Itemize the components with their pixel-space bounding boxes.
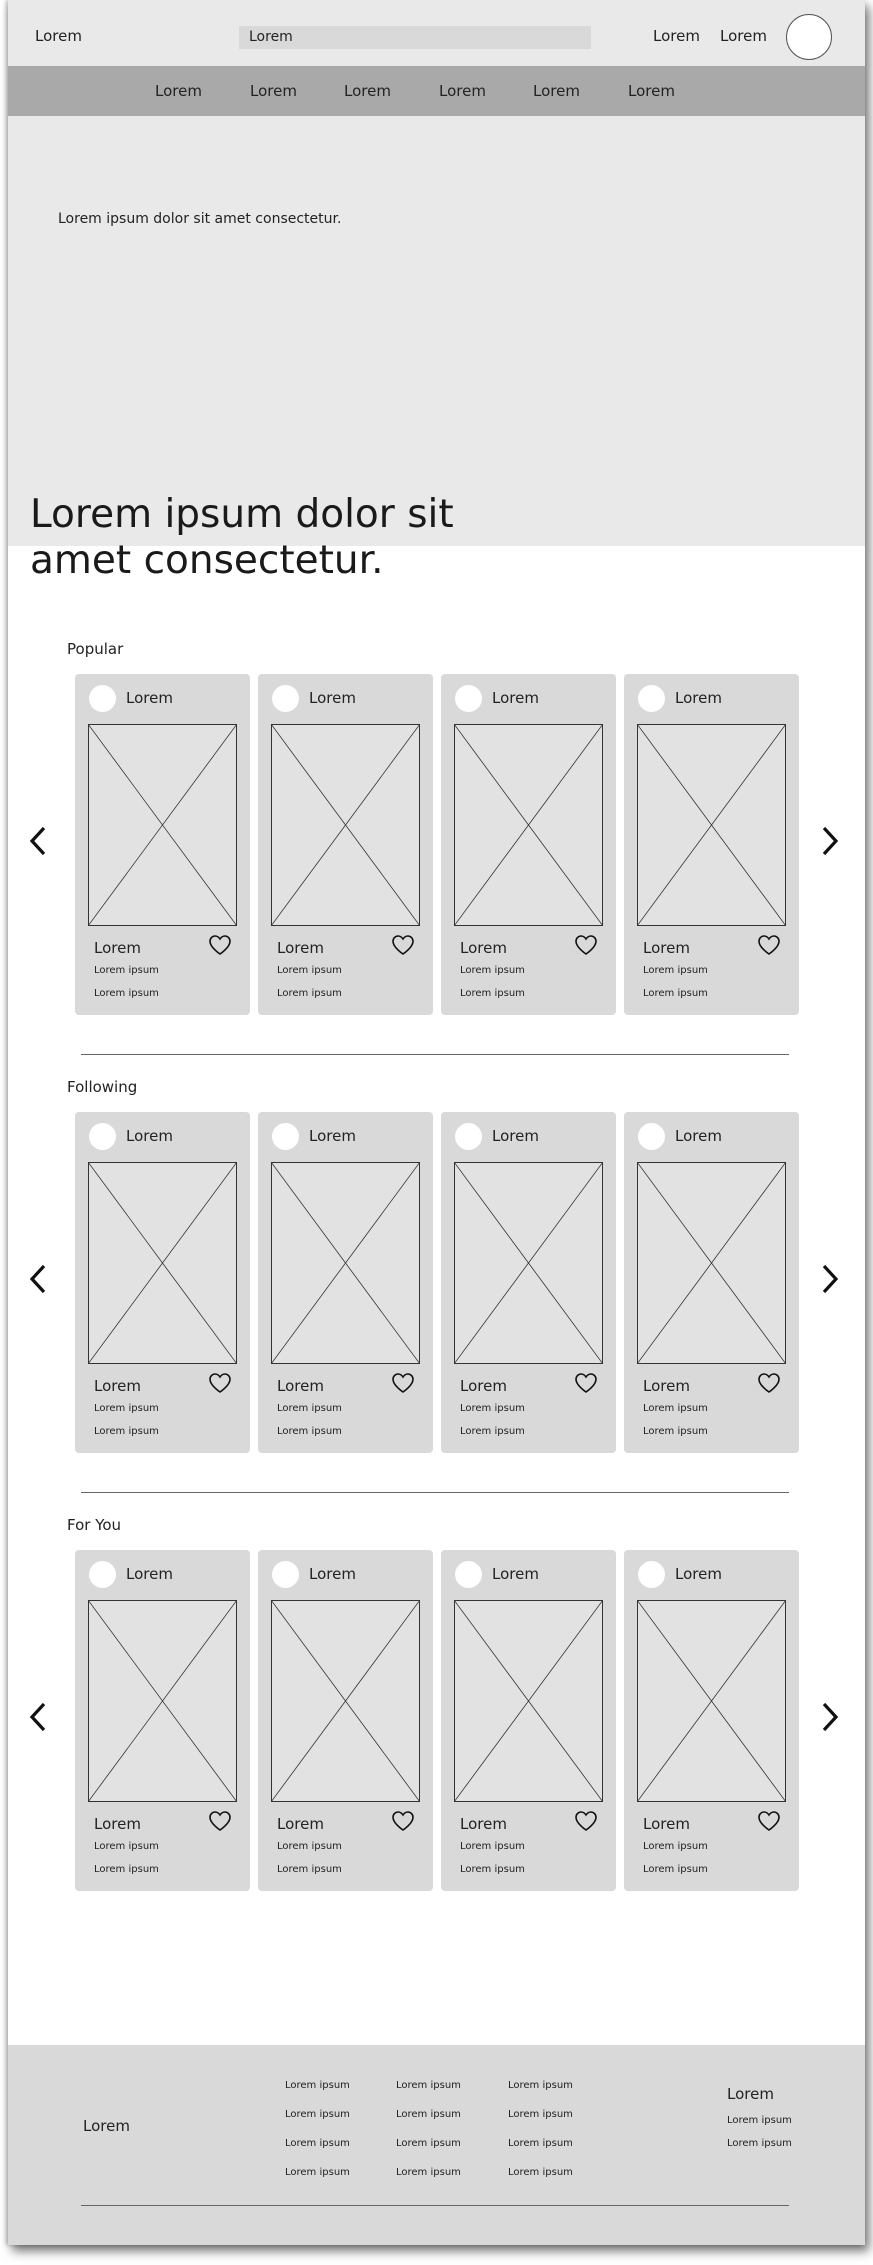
chevron-right-icon[interactable]	[820, 1700, 840, 1740]
user-avatar[interactable]	[786, 14, 832, 60]
card-avatar[interactable]	[272, 1123, 299, 1150]
hero-banner	[8, 116, 865, 546]
heart-icon[interactable]	[757, 1810, 781, 1832]
footer-link[interactable]: Lorem ipsum	[396, 2138, 461, 2149]
footer-link[interactable]: Lorem ipsum	[508, 2080, 573, 2091]
post-card[interactable]	[441, 674, 616, 1015]
card-meta-1: Lorem ipsum	[643, 965, 708, 976]
header-link-2[interactable]: Lorem	[720, 27, 767, 45]
card-meta-2: Lorem ipsum	[277, 988, 342, 999]
card-avatar[interactable]	[455, 1561, 482, 1588]
footer-link[interactable]: Lorem ipsum	[285, 2080, 350, 2091]
card-meta-2: Lorem ipsum	[277, 1426, 342, 1437]
card-username[interactable]: Lorem	[309, 1565, 356, 1583]
search-input[interactable]: Lorem	[239, 26, 591, 49]
heart-icon[interactable]	[391, 934, 415, 956]
post-card[interactable]	[75, 674, 250, 1015]
card-username[interactable]: Lorem	[492, 689, 539, 707]
card-meta-2: Lorem ipsum	[643, 1426, 708, 1437]
post-card[interactable]	[624, 1112, 799, 1453]
card-meta-1: Lorem ipsum	[277, 965, 342, 976]
footer-link[interactable]: Lorem ipsum	[508, 2109, 573, 2120]
card-meta-2: Lorem ipsum	[94, 1426, 159, 1437]
card-title: Lorem	[643, 1377, 690, 1395]
image-placeholder-icon[interactable]	[88, 724, 237, 926]
card-username[interactable]: Lorem	[126, 1127, 173, 1145]
card-username[interactable]: Lorem	[675, 1127, 722, 1145]
card-avatar[interactable]	[455, 685, 482, 712]
image-placeholder-icon[interactable]	[637, 724, 786, 926]
card-meta-2: Lorem ipsum	[460, 1864, 525, 1875]
hero-subtitle: Lorem ipsum dolor sit amet consectetur.	[58, 211, 342, 227]
footer-link[interactable]: Lorem ipsum	[508, 2138, 573, 2149]
nav-item-1[interactable]: Lorem	[155, 82, 202, 100]
card-title: Lorem	[94, 939, 141, 957]
post-card[interactable]	[258, 1550, 433, 1891]
card-username[interactable]: Lorem	[309, 689, 356, 707]
card-meta-2: Lorem ipsum	[94, 1864, 159, 1875]
footer-link[interactable]: Lorem ipsum	[285, 2109, 350, 2120]
card-meta-1: Lorem ipsum	[460, 1841, 525, 1852]
card-username[interactable]: Lorem	[675, 1565, 722, 1583]
footer-brand[interactable]: Lorem	[83, 2117, 130, 2135]
post-card[interactable]	[75, 1112, 250, 1453]
card-meta-1: Lorem ipsum	[460, 965, 525, 976]
nav-item-2[interactable]: Lorem	[250, 82, 297, 100]
card-avatar[interactable]	[89, 1561, 116, 1588]
card-avatar[interactable]	[272, 1561, 299, 1588]
heart-icon[interactable]	[757, 934, 781, 956]
card-username[interactable]: Lorem	[675, 689, 722, 707]
footer-link[interactable]: Lorem ipsum	[396, 2167, 461, 2178]
card-meta-1: Lorem ipsum	[643, 1841, 708, 1852]
card-avatar[interactable]	[89, 685, 116, 712]
heart-icon[interactable]	[208, 1372, 232, 1394]
nav-item-4[interactable]: Lorem	[439, 82, 486, 100]
card-meta-1: Lorem ipsum	[277, 1841, 342, 1852]
image-placeholder-icon[interactable]	[637, 1162, 786, 1364]
image-placeholder-icon[interactable]	[271, 1600, 420, 1802]
post-card[interactable]	[624, 674, 799, 1015]
card-username[interactable]: Lorem	[126, 1565, 173, 1583]
card-title: Lorem	[277, 1377, 324, 1395]
nav-item-6[interactable]: Lorem	[628, 82, 675, 100]
card-title: Lorem	[643, 1815, 690, 1833]
heart-icon[interactable]	[391, 1810, 415, 1832]
card-meta-2: Lorem ipsum	[643, 988, 708, 999]
top-bar	[8, 0, 865, 66]
footer-link[interactable]: Lorem ipsum	[285, 2138, 350, 2149]
card-avatar[interactable]	[89, 1123, 116, 1150]
card-title: Lorem	[94, 1815, 141, 1833]
section-title: Following	[67, 1078, 138, 1096]
post-card[interactable]	[624, 1550, 799, 1891]
card-meta-1: Lorem ipsum	[94, 965, 159, 976]
image-placeholder-icon[interactable]	[88, 1600, 237, 1802]
card-meta-1: Lorem ipsum	[643, 1403, 708, 1414]
image-placeholder-icon[interactable]	[454, 1162, 603, 1364]
section-title: For You	[67, 1516, 122, 1534]
section-title: Popular	[67, 640, 124, 658]
footer-right-link-2[interactable]: Lorem ipsum	[727, 2138, 792, 2149]
image-placeholder-icon[interactable]	[637, 1600, 786, 1802]
page-frame	[8, 0, 865, 2245]
heart-icon[interactable]	[574, 1372, 598, 1394]
heart-icon[interactable]	[208, 934, 232, 956]
section-divider	[81, 1492, 789, 1493]
chevron-left-icon[interactable]	[28, 1262, 48, 1302]
card-avatar[interactable]	[455, 1123, 482, 1150]
card-meta-2: Lorem ipsum	[460, 1426, 525, 1437]
footer-link[interactable]: Lorem ipsum	[396, 2080, 461, 2091]
section-divider	[81, 1054, 789, 1055]
nav-item-3[interactable]: Lorem	[344, 82, 391, 100]
footer-right-link-1[interactable]: Lorem ipsum	[727, 2115, 792, 2126]
card-meta-1: Lorem ipsum	[277, 1403, 342, 1414]
hero-title: Lorem ipsum dolor sit amet consectetur.	[30, 492, 454, 583]
post-card[interactable]	[441, 1550, 616, 1891]
image-placeholder-icon[interactable]	[88, 1162, 237, 1364]
card-title: Lorem	[643, 939, 690, 957]
card-username[interactable]: Lorem	[309, 1127, 356, 1145]
card-title: Lorem	[460, 1815, 507, 1833]
heart-icon[interactable]	[757, 1372, 781, 1394]
card-title: Lorem	[277, 1815, 324, 1833]
card-avatar[interactable]	[638, 1123, 665, 1150]
card-meta-1: Lorem ipsum	[94, 1841, 159, 1852]
heart-icon[interactable]	[208, 1810, 232, 1832]
card-username[interactable]: Lorem	[492, 1565, 539, 1583]
card-meta-2: Lorem ipsum	[460, 988, 525, 999]
header-link-1[interactable]: Lorem	[653, 27, 700, 45]
card-avatar[interactable]	[638, 1561, 665, 1588]
heart-icon[interactable]	[391, 1372, 415, 1394]
image-placeholder-icon[interactable]	[271, 1162, 420, 1364]
post-card[interactable]	[441, 1112, 616, 1453]
heart-icon[interactable]	[574, 1810, 598, 1832]
card-avatar[interactable]	[272, 685, 299, 712]
nav-item-5[interactable]: Lorem	[533, 82, 580, 100]
card-username[interactable]: Lorem	[492, 1127, 539, 1145]
post-card[interactable]	[75, 1550, 250, 1891]
heart-icon[interactable]	[574, 934, 598, 956]
card-title: Lorem	[460, 1377, 507, 1395]
chevron-right-icon[interactable]	[820, 1262, 840, 1302]
main-nav	[8, 66, 865, 116]
card-title: Lorem	[460, 939, 507, 957]
card-avatar[interactable]	[638, 685, 665, 712]
chevron-right-icon[interactable]	[820, 824, 840, 864]
card-meta-2: Lorem ipsum	[94, 988, 159, 999]
post-card[interactable]	[258, 674, 433, 1015]
footer-heading: Lorem	[727, 2085, 774, 2103]
card-meta-1: Lorem ipsum	[94, 1403, 159, 1414]
card-meta-2: Lorem ipsum	[643, 1864, 708, 1875]
chevron-left-icon[interactable]	[28, 824, 48, 864]
card-username[interactable]: Lorem	[126, 689, 173, 707]
card-title: Lorem	[277, 939, 324, 957]
footer-divider	[81, 2205, 789, 2206]
chevron-left-icon[interactable]	[28, 1700, 48, 1740]
card-title: Lorem	[94, 1377, 141, 1395]
footer-link[interactable]: Lorem ipsum	[285, 2167, 350, 2178]
footer-link[interactable]: Lorem ipsum	[396, 2109, 461, 2120]
card-meta-2: Lorem ipsum	[277, 1864, 342, 1875]
image-placeholder-icon[interactable]	[454, 1600, 603, 1802]
post-card[interactable]	[258, 1112, 433, 1453]
brand-logo[interactable]: Lorem	[35, 27, 82, 45]
footer-link[interactable]: Lorem ipsum	[508, 2167, 573, 2178]
image-placeholder-icon[interactable]	[454, 724, 603, 926]
card-meta-1: Lorem ipsum	[460, 1403, 525, 1414]
image-placeholder-icon[interactable]	[271, 724, 420, 926]
